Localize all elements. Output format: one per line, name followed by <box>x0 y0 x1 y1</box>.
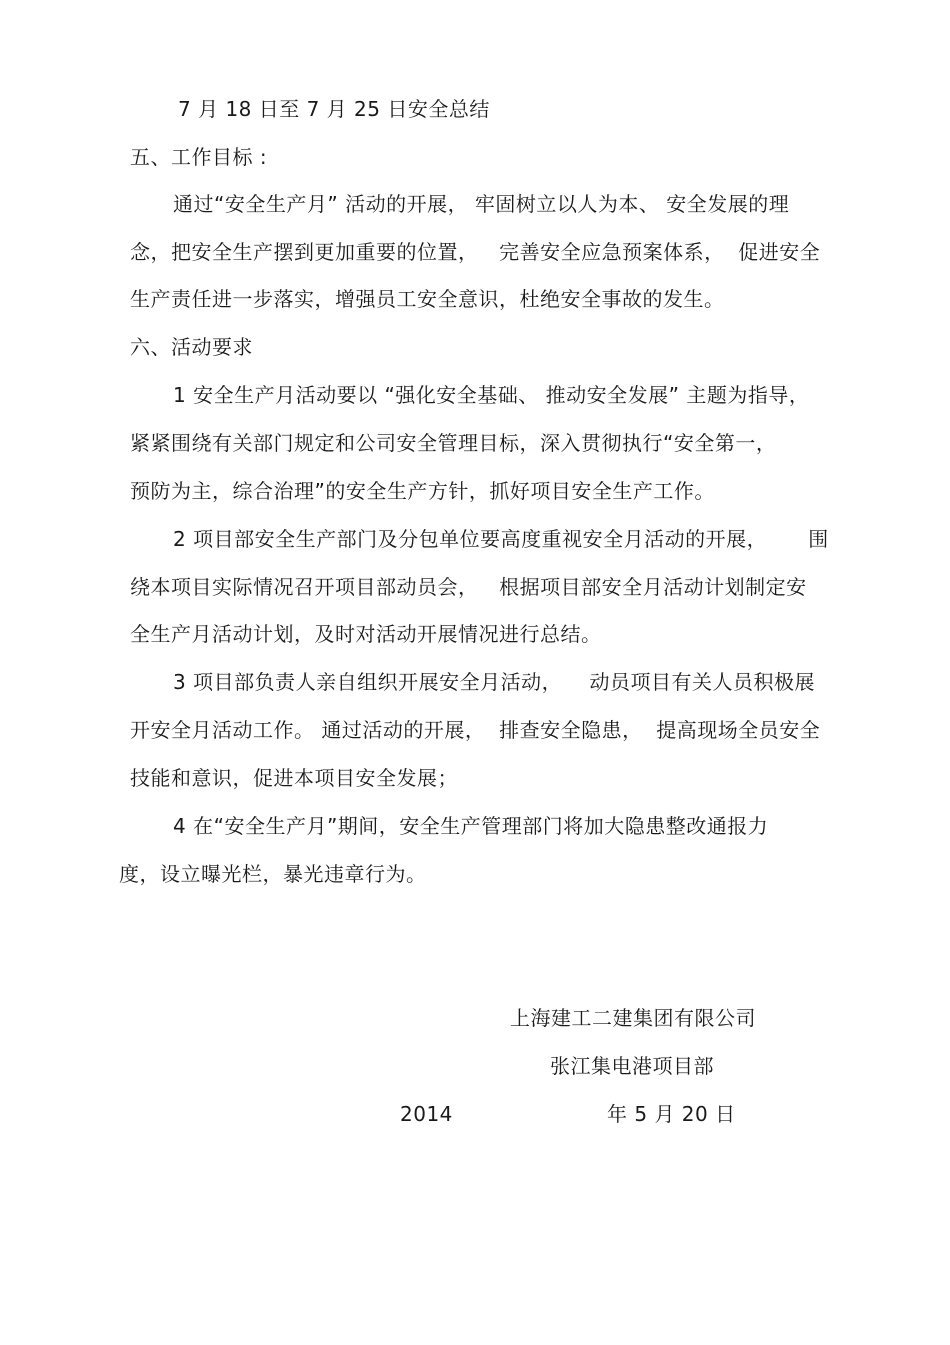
item-3-line-2: 开安全月活动工作。 通过活动的开展， 排查安全隐患， 提高现场全员安全 <box>130 718 821 742</box>
item-2-line-2: 绕本项目实际情况召开项目部动员会， 根据项目部安全月活动计划制定安 <box>130 575 807 599</box>
signature-department: 张江集电港项目部 <box>550 1054 714 1078</box>
item-1-line-1: 1 安全生产月活动要以 “强化安全基础、 推动安全发展” 主题为指导， <box>173 383 810 407</box>
item-4-line-2: 度，设立曝光栏，暴光违章行为。 <box>119 862 427 886</box>
section-5-line-2: 念，把安全生产摆到更加重要的位置， 完善安全应急预案体系， 促进安全 <box>130 240 821 264</box>
signature-year: 2014 <box>400 1102 453 1126</box>
section-5-line-1: 通过“安全生产月” 活动的开展， 牢固树立以人为本、 安全发展的理 <box>173 192 790 216</box>
item-4-line-1: 4 在“安全生产月”期间，安全生产管理部门将加大隐患整改通报力 <box>173 814 769 838</box>
item-2-line-3: 全生产月活动计划，及时对活动开展情况进行总结。 <box>130 622 602 646</box>
item-1-line-3: 预防为主，综合治理”的安全生产方针，抓好项目安全生产工作。 <box>130 479 715 503</box>
item-3-line-1: 3 项目部负责人亲自组织开展安全月活动， 动员项目有关人员积极展 <box>173 670 816 694</box>
item-1-line-2: 紧紧围绕有关部门规定和公司安全管理目标，深入贯彻执行“安全第一， <box>130 431 777 455</box>
section-5-line-3: 生产责任进一步落实，增强员工安全意识，杜绝安全事故的发生。 <box>130 287 725 311</box>
signature-date: 年 5 月 20 日 <box>607 1102 736 1126</box>
signature-company: 上海建工二建集团有限公司 <box>510 1006 756 1030</box>
item-3-line-3: 技能和意识，促进本项目安全发展； <box>130 766 458 790</box>
section-5-heading: 五、工作目标 : <box>130 145 268 169</box>
item-2-line-1: 2 项目部安全生产部门及分包单位要高度重视安全月活动的开展， 围 <box>173 527 829 551</box>
intro-line: 7 月 18 日至 7 月 25 日安全总结 <box>178 97 490 121</box>
section-6-heading: 六、活动要求 <box>130 335 253 359</box>
